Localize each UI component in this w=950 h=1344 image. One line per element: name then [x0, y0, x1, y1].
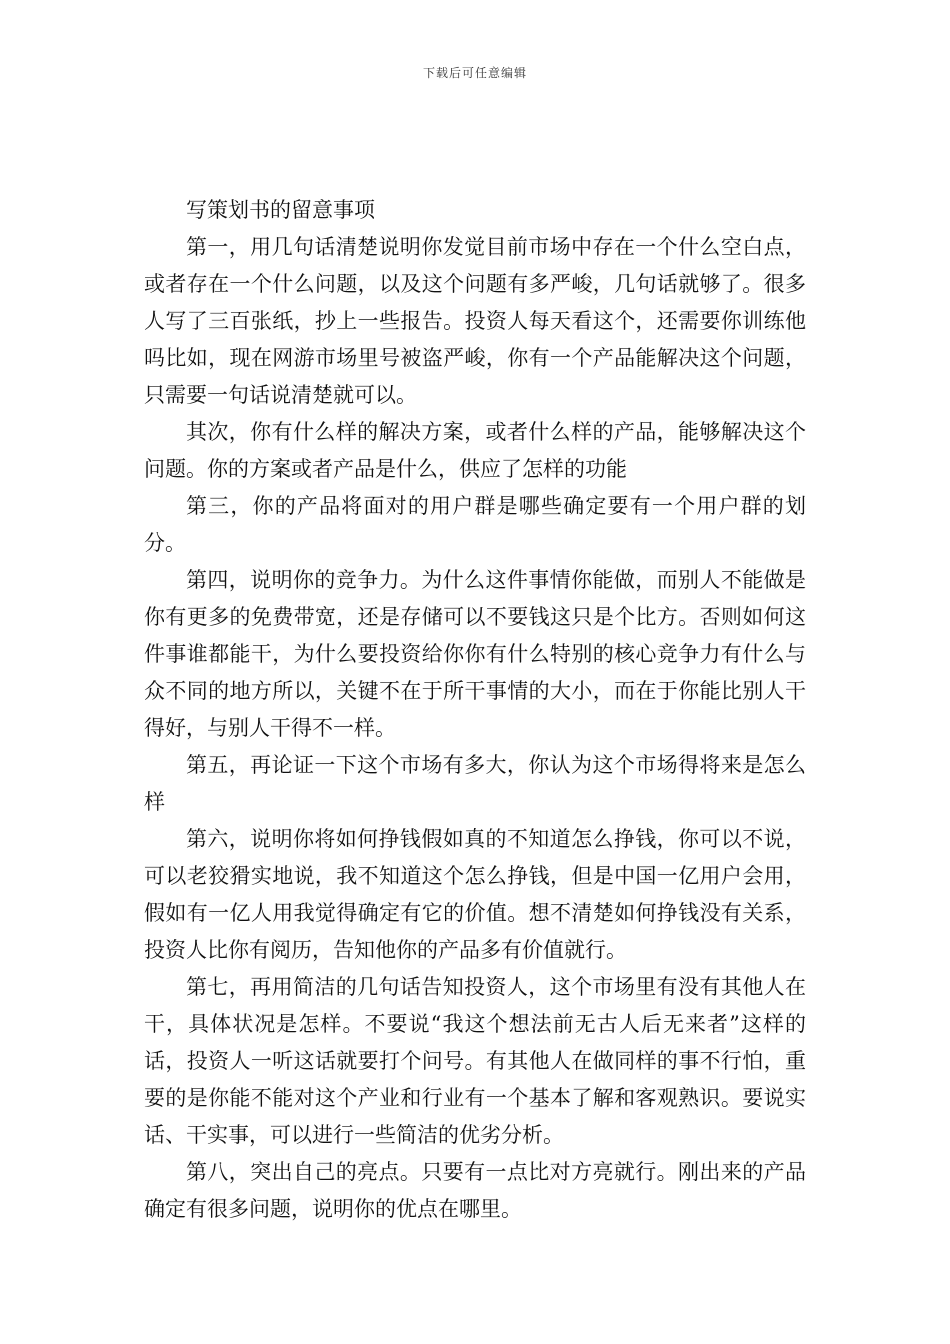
paragraph-3: 第三，你的产品将面对的用户群是哪些确定要有一个用户群的划分。: [144, 494, 806, 555]
document-body: [144, 192, 806, 1228]
document-title: 写策划书的留意事项: [186, 198, 375, 222]
paragraph-5: 第五，再论证一下这个市场有多大，你认为这个市场得将来是怎么样: [144, 753, 806, 814]
paragraph-7: 第七，再用简洁的几句话告知投资人，这个市场里有没有其他人在干，具体状况是怎样。不要说“我这个想法前无古人后无来者”这样的话，投资人一听这话就要打个问号。有其他人在做同样的事不行怕，重要的是你能不能对这个产业和行业有一个基本了解和客观熟识。要说实话、干实事，可以进行一些简洁的优劣分析。: [144, 975, 806, 1147]
paragraph-8: 第八，突出自己的亮点。只要有一点比对方亮就行。刚出来的产品确定有很多问题，说明你的优点在哪里。: [144, 1160, 806, 1221]
paragraph-4: 第四，说明你的竞争力。为什么这件事情你能做，而别人不能做是你有更多的免费带宽，还是存储可以不要钱这只是个比方。否则如何这件事谁都能干，为什么要投资给你你有什么特别的核心竞争力有什么与众不同的地方所以，关键不在于所干事情的大小，而在于你能比别人干得好，与别人干得不一样。: [144, 568, 806, 740]
paragraph-1: 第一，用几句话清楚说明你发觉目前市场中存在一个什么空白点，或者存在一个什么问题，以及这个问题有多严峻，几句话就够了。很多人写了三百张纸，抄上一些报告。投资人每天看这个，还需要你训练他吗比如，现在网游市场里号被盗严峻，你有一个产品能解决这个问题，只需要一句话说清楚就可以。: [144, 235, 806, 407]
paragraph-2: 其次，你有什么样的解决方案，或者什么样的产品，能够解决这个问题。你的方案或者产品是什么，供应了怎样的功能: [144, 420, 806, 481]
page-header-note: 下载后可任意编辑: [422, 66, 527, 80]
paragraph-6: 第六，说明你将如何挣钱假如真的不知道怎么挣钱，你可以不说，可以老狡猾实地说，我不知道这个怎么挣钱，但是中国一亿用户会用，假如有一亿人用我觉得确定有它的价值。想不清楚如何挣钱没有关系，投资人比你有阅历，告知他你的产品多有价值就行。: [144, 827, 806, 962]
